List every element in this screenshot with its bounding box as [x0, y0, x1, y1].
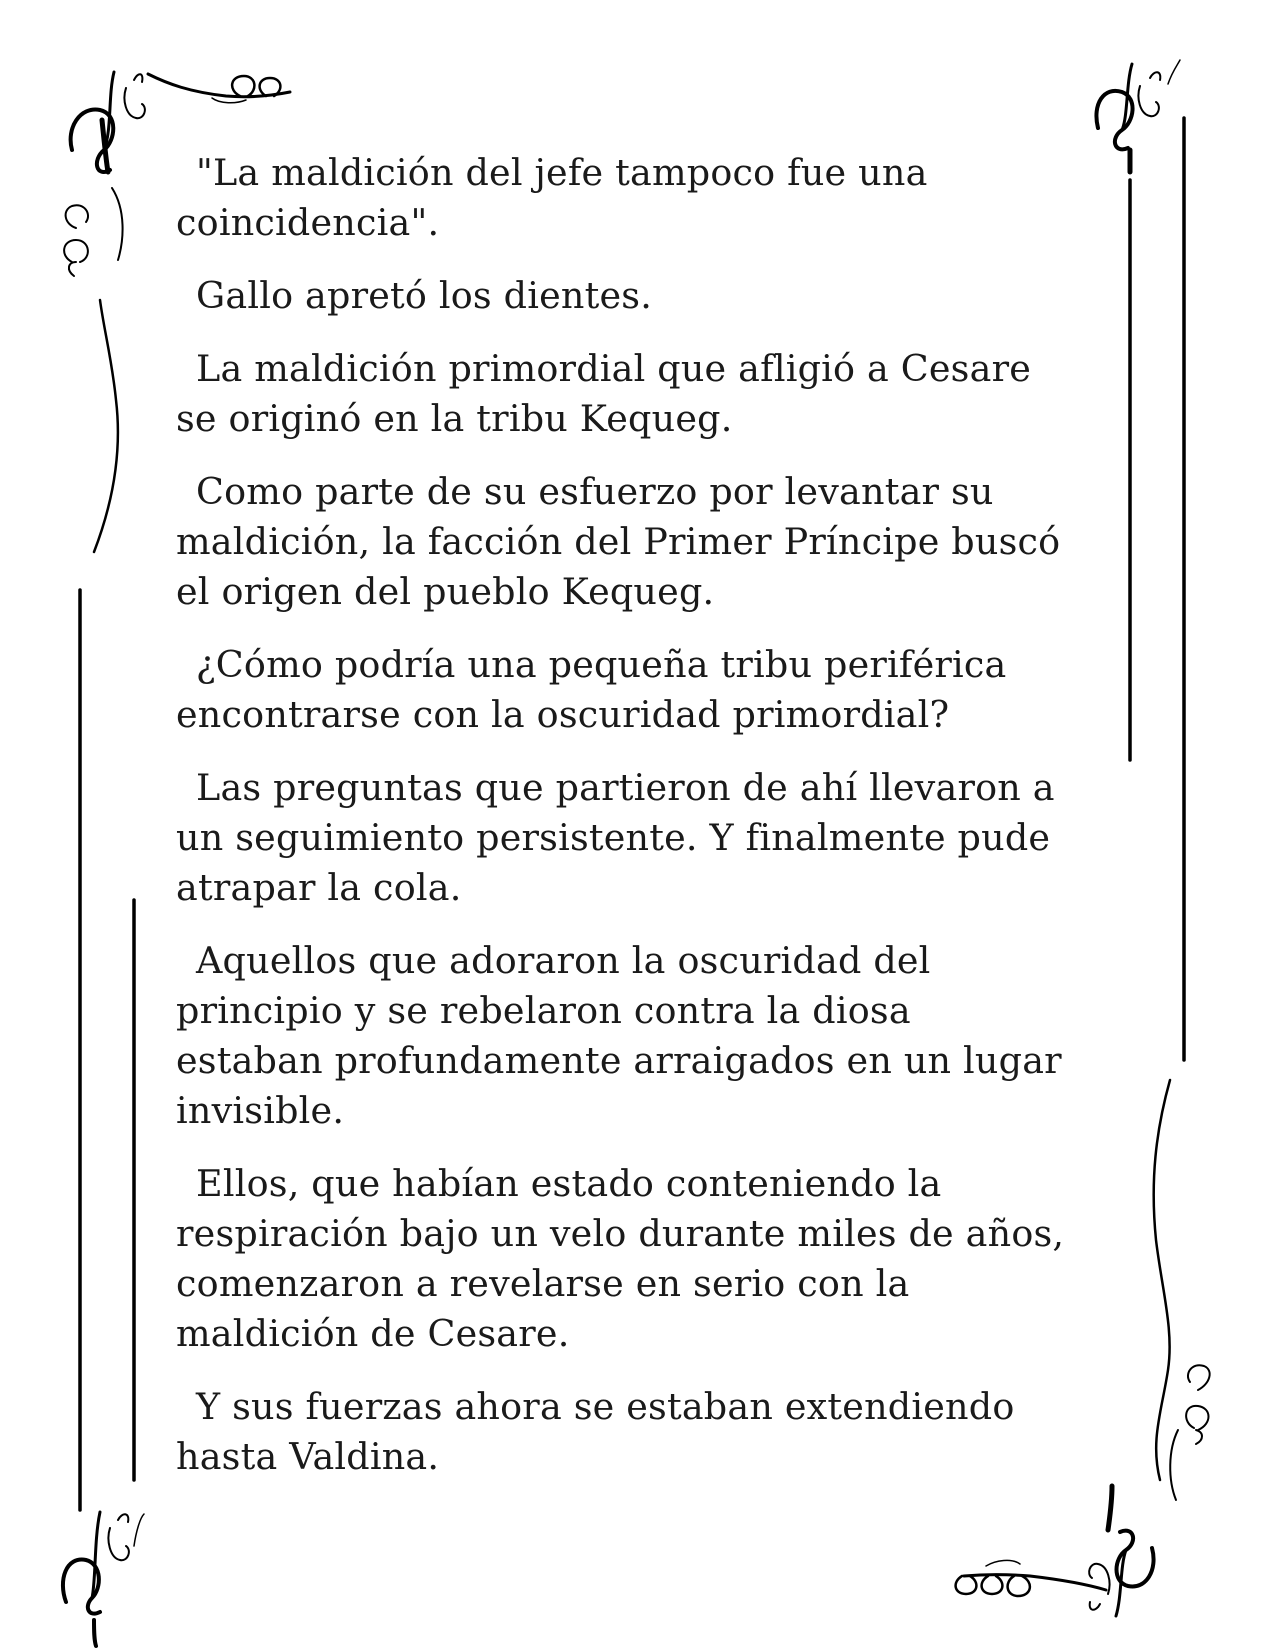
- paragraph-8: Ellos, que habían estado conteniendo la respiración bajo un velo durante miles de años, comenzaron a revelarse en serio con la maldición de Cesare.: [176, 1162, 1065, 1355]
- document-text: [176, 148, 1066, 1482]
- paragraph-9: Y sus fuerzas ahora se estaban extendiendo hasta Valdina.: [176, 1385, 1015, 1478]
- paragraph-1: "La maldición del jefe tampoco fue una coincidencia".: [176, 151, 928, 244]
- paragraph-7: Aquellos que adoraron la oscuridad del principio y se rebelaron contra la diosa estaban profundamente arraigados en un lugar invisible.: [176, 939, 1062, 1132]
- paragraph-4: Como parte de su esfuerzo por levantar su maldición, la facción del Primer Príncipe buscó el origen del pueblo Kequeg.: [176, 470, 1061, 613]
- paragraph-2: Gallo apretó los dientes.: [196, 274, 652, 317]
- bottom-left-flourish: [63, 1512, 144, 1646]
- left-vertical-rules: [80, 590, 134, 1510]
- top-right-flourish: [1096, 60, 1180, 172]
- paragraph-3: La maldición primordial que afligió a Cesare se originó en la tribu Kequeg.: [176, 347, 1032, 440]
- right-vertical-rules: [1130, 118, 1184, 1060]
- paragraph-5: ¿Cómo podría una pequeña tribu periférica encontrarse con la oscuridad primordial?: [176, 643, 1007, 736]
- paragraph-6: Las preguntas que partieron de ahí llevaron a un seguimiento persistente. Y finalmente pude atrapar la cola.: [176, 766, 1055, 909]
